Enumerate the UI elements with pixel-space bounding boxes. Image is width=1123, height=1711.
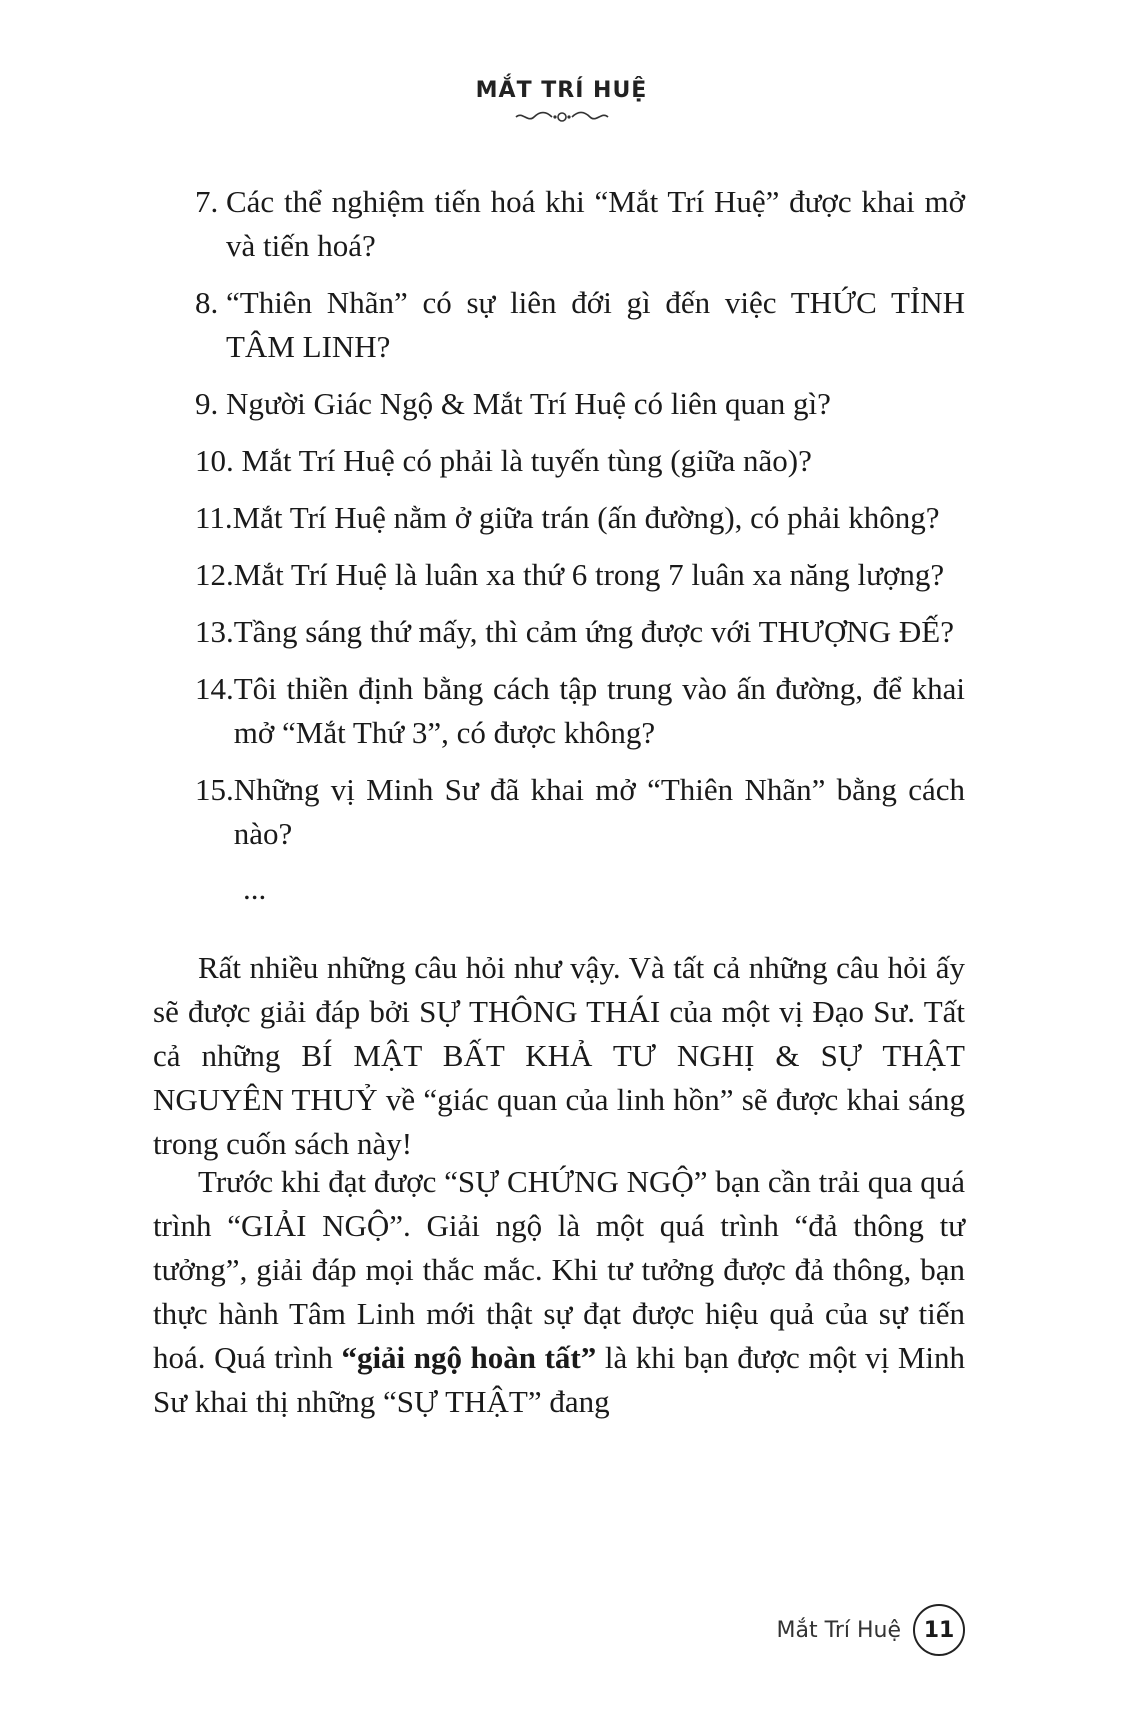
list-item-number: 7. (195, 184, 226, 219)
list-item-text: Mắt Trí Huệ có phải là tuyến tùng (giữa não)? (241, 443, 812, 478)
list-item-text: Tôi thiền định bằng cách tập trung vào ấn đường, để khai mở “Mắt Thứ 3”, có được không? (233, 671, 965, 750)
list-item (195, 768, 965, 856)
list-item-number: 13. (195, 614, 234, 649)
list-item-number: 10. (195, 443, 242, 478)
header-title: MẮT TRÍ HUỆ (475, 78, 648, 103)
list-item-text: Những vị Minh Sư đã khai mở “Thiên Nhãn” bằng cách nào? (233, 772, 965, 851)
footer-book-title: Mắt Trí Huệ (776, 1617, 901, 1643)
list-item-text: “Thiên Nhãn” có sự liên đới gì đến việc THỨC TỈNH TÂM LINH? (226, 285, 965, 364)
list-item-number: 9. (195, 386, 226, 421)
paragraph-2-text-end: là khi bạn được một vị Minh Sư khai thị những “SỰ THẬT” đang (153, 1340, 965, 1419)
list-item-text: Tầng sáng thứ mấy, thì cảm ứng được với THƯỢNG ĐẾ? (233, 614, 954, 649)
page-number: 11 (913, 1604, 965, 1656)
ornament-divider-icon (512, 109, 612, 125)
list-item-number: 15. (195, 772, 234, 807)
list-item (195, 180, 965, 268)
list-item-text: Mắt Trí Huệ nằm ở giữa trán (ấn đường), có phải không? (232, 500, 940, 535)
list-item-text: Mắt Trí Huệ là luân xa thứ 6 trong 7 luân xa năng lượng? (233, 557, 945, 592)
paragraph-2-text: Trước khi đạt được “SỰ CHỨNG NGỘ” bạn cần trải qua quá trình “GIẢI NGỘ”. Giải ngộ là một quá trình “đả thông tư tưởng”, giải đáp mọi thắc mắc. Khi tư tưởng được đả thông, bạn thực hành Tâm Linh mới thật sự đạt được hiệu quả của sự tiến hoá. Quá trình (153, 1164, 965, 1375)
list-ellipsis: ... (243, 871, 267, 906)
page-footer (777, 1604, 965, 1656)
list-item-number: 14. (195, 671, 234, 706)
paragraph-2-bold: “giải ngộ hoàn tất” (341, 1340, 597, 1375)
list-item (195, 610, 965, 654)
list-item (195, 439, 965, 483)
paragraph-2 (153, 1160, 965, 1424)
paragraph-1: Rất nhiều những câu hỏi như vậy. Và tất cả những câu hỏi ấy sẽ được giải đáp bởi SỰ THÔNG THÁI của một vị Đạo Sư. Tất cả những BÍ MẬT BẤT KHẢ TƯ NGHỊ & SỰ THẬT NGUYÊN THUỶ về “giác quan của linh hồn” sẽ được khai sáng trong cuốn sách này! (153, 950, 965, 1161)
list-item (195, 496, 965, 540)
list-item-text: Người Giác Ngộ & Mắt Trí Huệ có liên quan gì? (226, 386, 831, 421)
list-item-number: 12. (195, 557, 234, 592)
list-item-number: 11. (195, 500, 233, 535)
running-header (0, 78, 1123, 125)
question-list (195, 180, 965, 911)
list-item-number: 8. (195, 285, 226, 320)
list-item (195, 553, 965, 597)
list-item (195, 667, 965, 755)
list-item (195, 281, 965, 369)
list-item-text: Các thể nghiệm tiến hoá khi “Mắt Trí Huệ” được khai mở và tiến hoá? (226, 184, 965, 263)
list-item (195, 382, 965, 426)
